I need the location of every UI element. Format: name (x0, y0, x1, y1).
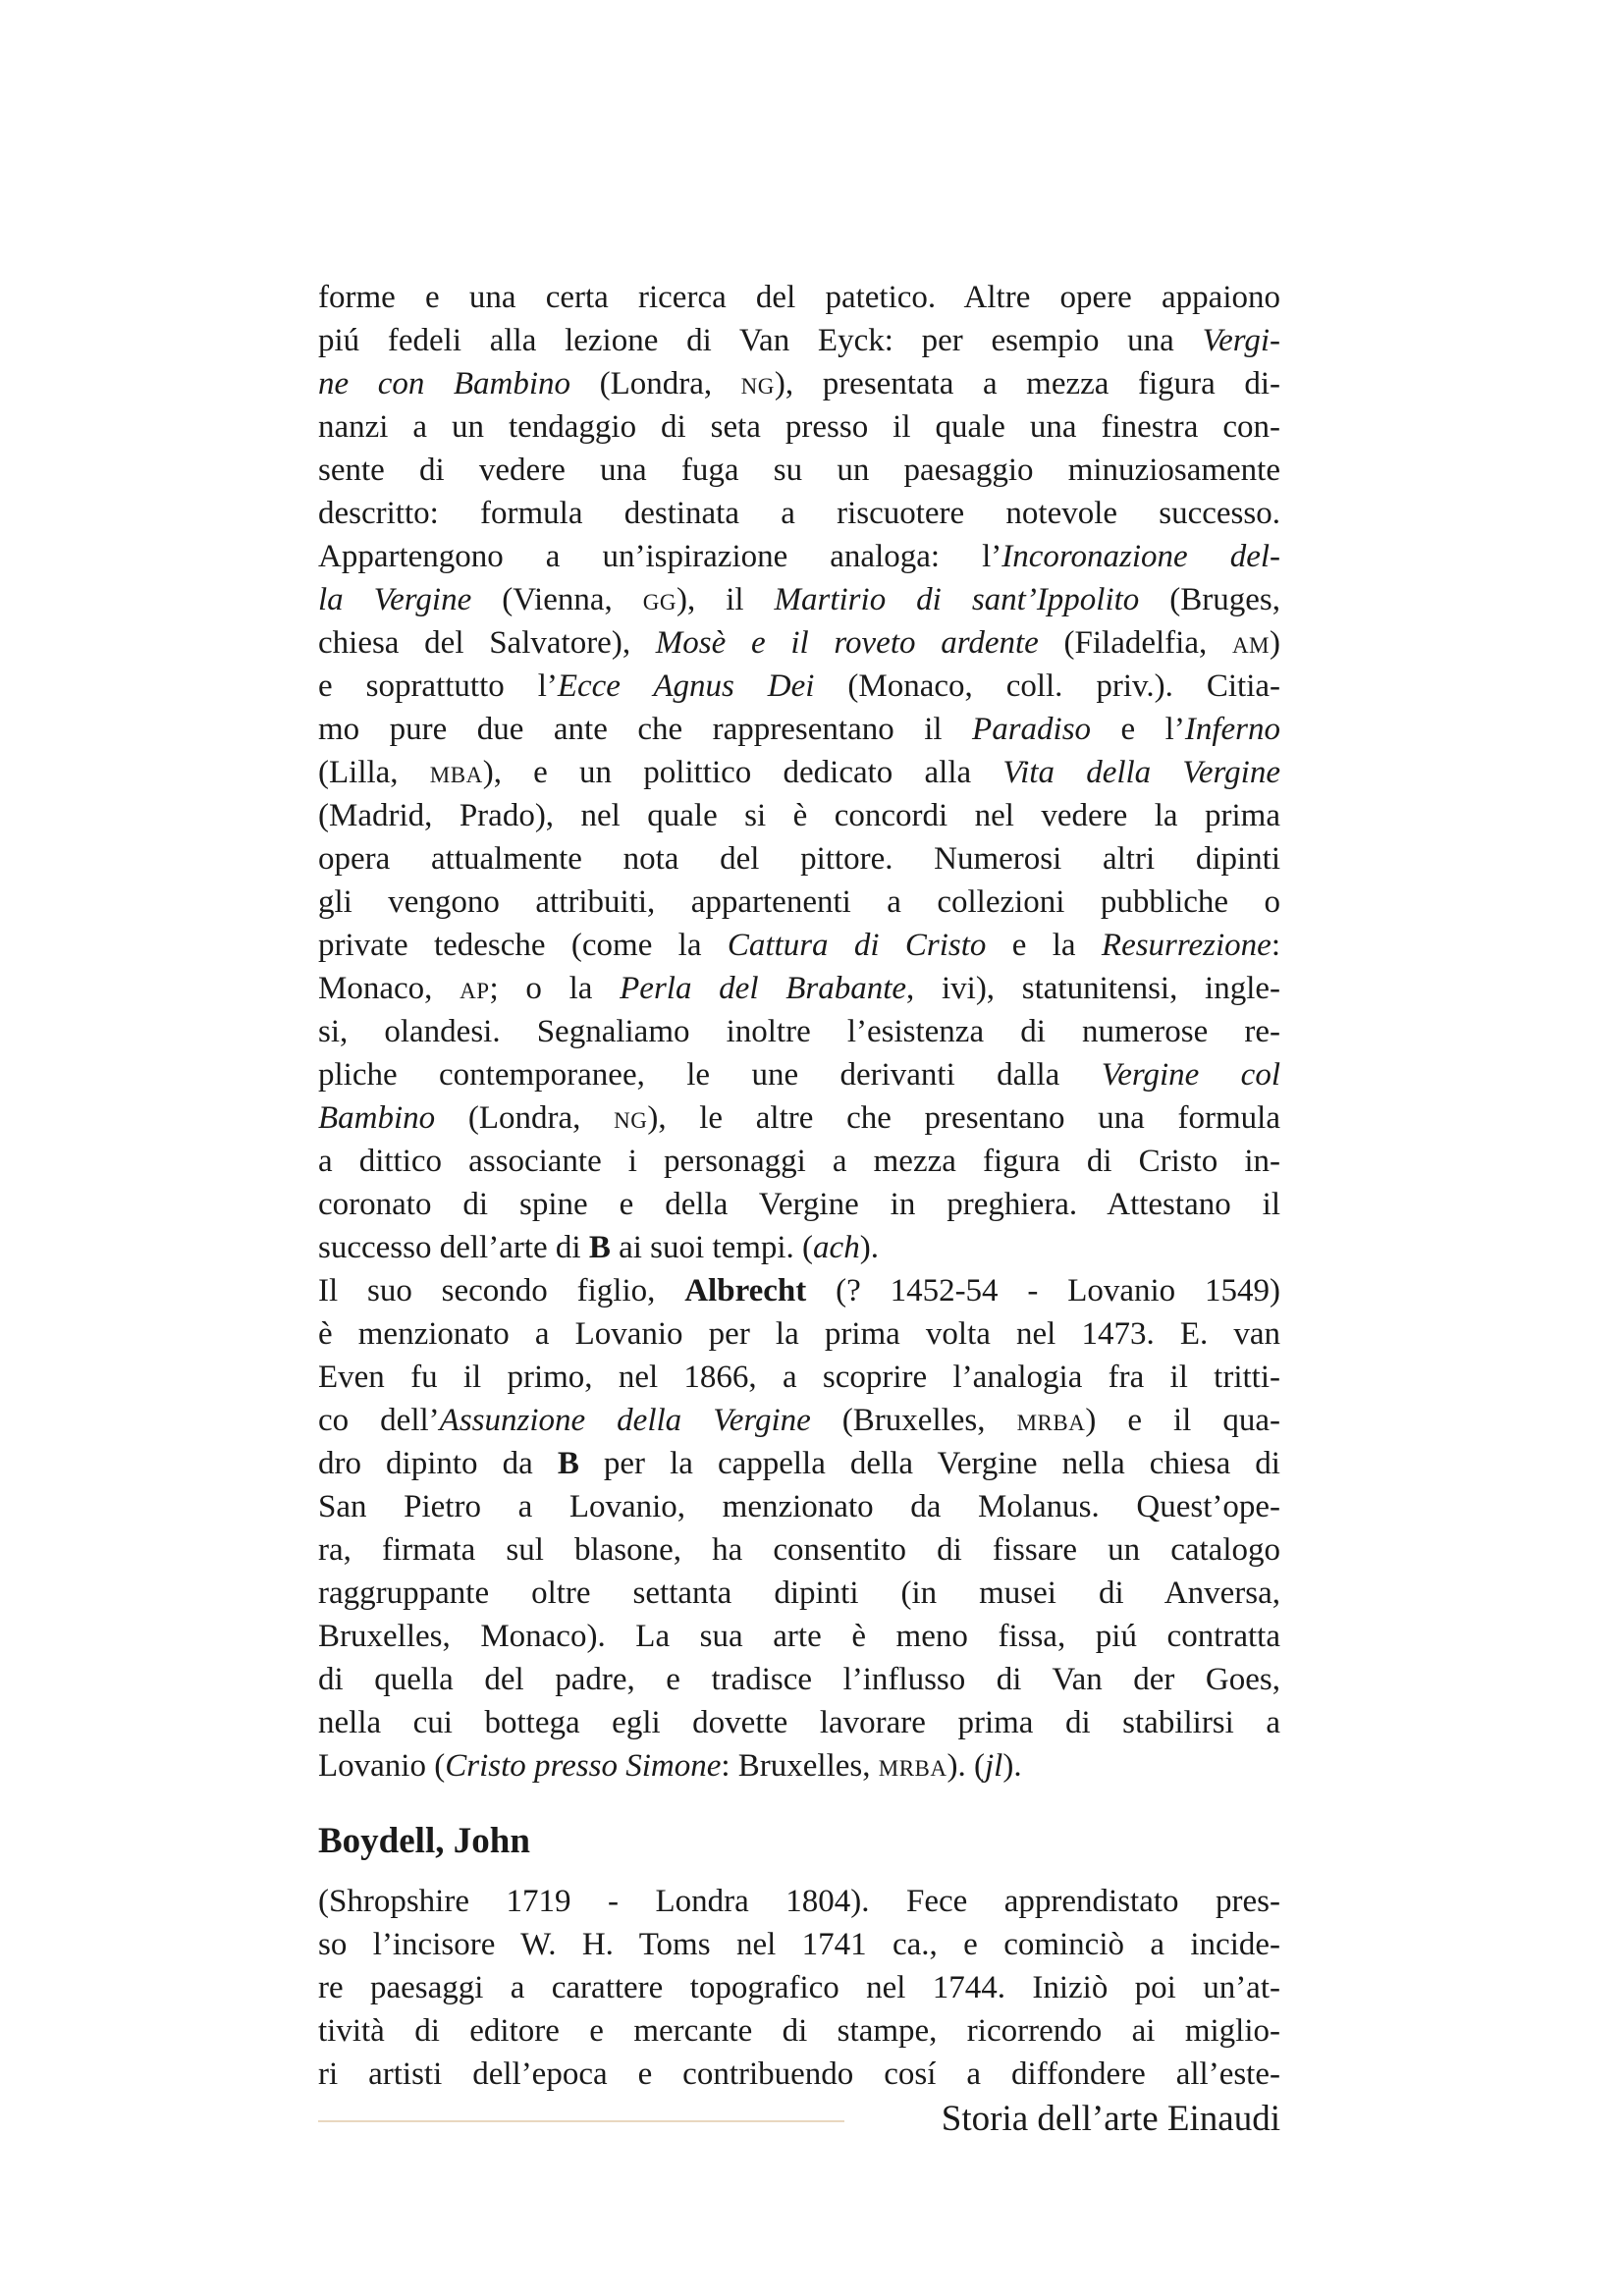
body-line-29: San Pietro a Lovanio, menzionato da Molanus. Quest’ope- (318, 1489, 1280, 1524)
page-footer (318, 2095, 1280, 2144)
body-line-10: e soprattutto l’Ecce Agnus Dei (Monaco, coll. priv.). Citia- (318, 668, 1280, 704)
body-line-34: nella cui bottega egli dovette lavorare prima di stabilirsi a (318, 1705, 1280, 1740)
body-line-31: raggruppante oltre settanta dipinti (in musei di Anversa, (318, 1575, 1280, 1611)
entry-line-3: re paesaggi a carattere topografico nel 1744. Iniziò poi un’at- (318, 1970, 1280, 2005)
body-line-9: chiesa del Salvatore), Mosè e il roveto ardente (Filadelfia, am) (318, 625, 1280, 661)
body-line-32: Bruxelles, Monaco). La sua arte è meno fissa, piú contratta (318, 1619, 1280, 1654)
body-line-1: forme e una certa ricerca del patetico. Altre opere appaiono (318, 280, 1280, 315)
body-line-18: si, olandesi. Segnaliamo inoltre l’esistenza di numerose re- (318, 1014, 1280, 1049)
body-line-22: coronato di spine e della Vergine in preghiera. Attestano il (318, 1187, 1280, 1222)
body-line-23: successo dell’arte di B ai suoi tempi. (ach). (318, 1230, 879, 1265)
body-line-8: la Vergine (Vienna, gg), il Martirio di sant’Ippolito (Bruges, (318, 582, 1281, 617)
entry-line-2: so l’incisore W. H. Toms nel 1741 ca., e cominciò a incide- (318, 1927, 1280, 1962)
body-line-3: ne con Bambino (Londra, ng), presentata a mezza figura di- (318, 366, 1280, 401)
body-line-26: Even fu il primo, nel 1866, a scoprire l’analogia fra il tritti- (318, 1360, 1280, 1395)
body-line-13: (Madrid, Prado), nel quale si è concordi nel vedere la prima (318, 798, 1280, 833)
text-column (318, 276, 1280, 2096)
body-line-15: gli vengono attribuiti, appartenenti a collezioni pubbliche o (318, 884, 1280, 920)
body-line-17: Monaco, ap; o la Perla del Brabante, ivi), statunitensi, ingle- (318, 971, 1281, 1006)
body-line-14: opera attualmente nota del pittore. Numerosi altri dipinti (318, 841, 1280, 877)
body-line-4: nanzi a un tendaggio di seta presso il quale una finestra con- (318, 409, 1280, 445)
body-line-19: pliche contemporanee, le une derivanti dalla Vergine col (318, 1057, 1280, 1093)
body-line-2: piú fedeli alla lezione di Van Eyck: per esempio una Vergi- (318, 323, 1280, 358)
body-line-27: co dell’Assunzione della Vergine (Bruxelles, mrba) e il qua- (318, 1403, 1281, 1438)
entry-line-5: ri artisti dell’epoca e contribuendo cosí a diffondere all’este- (318, 2056, 1280, 2092)
entry-line-4: tività di editore e mercante di stampe, ricorrendo ai miglio- (318, 2013, 1280, 2049)
body-line-21: a dittico associante i personaggi a mezza figura di Cristo in- (318, 1144, 1280, 1179)
body-line-16: private tedesche (come la Cattura di Cristo e la Resurrezione: (318, 928, 1280, 963)
body-line-12: (Lilla, mba), e un polittico dedicato alla Vita della Vergine (318, 755, 1280, 790)
body-line-5: sente di vedere una fuga su un paesaggio minuziosamente (318, 453, 1280, 488)
body-line-25: è menzionato a Lovanio per la prima volta nel 1473. E. van (318, 1316, 1280, 1352)
body-line-30: ra, firmata sul blasone, ha consentito di fissare un catalogo (318, 1532, 1280, 1568)
body-line-35: Lovanio (Cristo presso Simone: Bruxelles, mrba). (jl). (318, 1748, 1022, 1784)
body-line-6: descritto: formula destinata a riscuotere notevole successo. (318, 496, 1280, 531)
body-line-24: Il suo secondo figlio, Albrecht (? 1452-54 - Lovanio 1549) (318, 1273, 1281, 1308)
body-line-33: di quella del padre, e tradisce l’influsso di Van der Goes, (318, 1662, 1280, 1697)
entry-line-1: (Shropshire 1719 - Londra 1804). Fece apprendistato pres- (318, 1884, 1280, 1919)
entry-heading: Boydell, John (318, 1821, 530, 1861)
body-line-11: mo pure due ante che rappresentano il Paradiso e l’Inferno (318, 712, 1280, 747)
body-line-28: dro dipinto da B per la cappella della Vergine nella chiesa di (318, 1446, 1280, 1481)
body-line-20: Bambino (Londra, ng), le altre che presentano una formula (318, 1100, 1280, 1136)
footer-title: Storia dell’arte Einaudi (941, 2099, 1280, 2139)
footer-rule (318, 2120, 844, 2122)
body-line-7: Appartengono a un’ispirazione analoga: l’Incoronazione del- (318, 539, 1280, 574)
